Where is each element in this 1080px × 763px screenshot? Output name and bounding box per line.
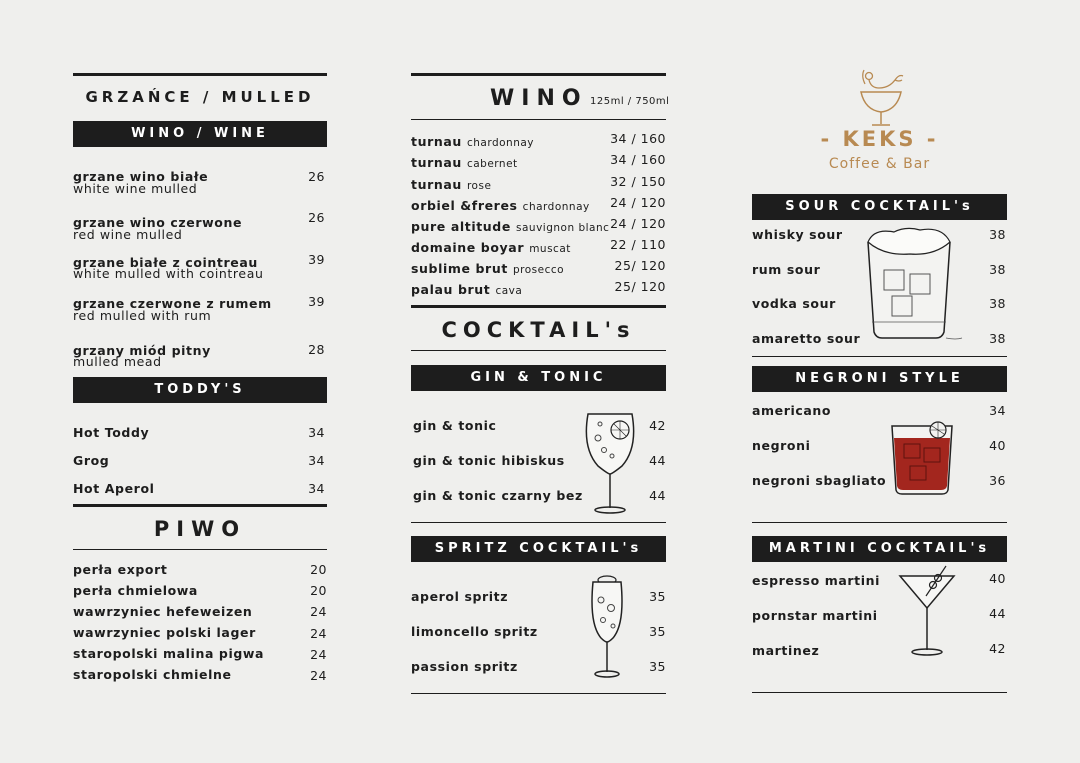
cocktails-bottom-rule (411, 350, 666, 351)
mulled-item-name: grzane wino białe (73, 169, 209, 184)
gin-section-rule (411, 522, 666, 523)
wine-name: turnau (411, 134, 462, 149)
beer-item-name: wawrzyniec hefeweizen (73, 604, 253, 619)
negroni-item-name: negroni (752, 438, 811, 453)
wine-units: 125ml / 750ml (590, 96, 670, 107)
wine-type: cabernet (466, 158, 518, 170)
wine-name: pure altitude (411, 219, 511, 234)
mulled-title: GRZAŃCE / MULLED (85, 88, 315, 106)
toddy-item-price: 34 (308, 481, 325, 496)
beer-title: PIWO (153, 517, 247, 541)
wine-title: WINO (490, 86, 588, 111)
spritz-item-price: 35 (649, 659, 666, 674)
wine-price: 25/ 120 (614, 279, 666, 294)
wine-row (411, 237, 571, 256)
spritz-item-name: limoncello spritz (411, 624, 538, 639)
wine-type: prosecco (513, 264, 565, 276)
martini-item-price: 42 (989, 641, 1006, 656)
toddy-item-name: Grog (73, 453, 110, 468)
martini-item-price: 40 (989, 571, 1006, 586)
mermaid-glass-logo-icon (855, 66, 907, 128)
gin-item-name: gin & tonic (413, 418, 497, 433)
wine-row (411, 258, 564, 277)
mulled-item-name: grzane wino czerwone (73, 215, 243, 230)
wine-type: rose (466, 180, 492, 192)
sour-bar: SOUR COCKTAIL's (752, 194, 1007, 220)
martini-item-price: 44 (989, 606, 1006, 621)
wine-name: palau brut (411, 282, 491, 297)
beer-item-price: 24 (310, 604, 327, 619)
piwo-bottom-rule (73, 549, 327, 550)
negroni-item-name: negroni sbagliato (752, 473, 887, 488)
martini-bar: MARTINI COCKTAIL's (752, 536, 1007, 562)
toddy-item-name: Hot Toddy (73, 425, 150, 440)
top-rule (73, 73, 327, 76)
sour-item-name: vodka sour (752, 296, 836, 311)
beer-item-price: 20 (310, 562, 327, 577)
beer-item-name: perła chmielowa (73, 583, 198, 598)
gin-item-name: gin & tonic czarny bez (413, 488, 583, 503)
negroni-item-price: 36 (989, 473, 1006, 488)
mulled-item-sub: red mulled with rum (73, 308, 212, 323)
sour-section-rule (752, 356, 1007, 357)
wine-price: 34 / 160 (610, 152, 666, 167)
wine-name: domaine boyar (411, 240, 525, 255)
beer-item-price: 24 (310, 647, 327, 662)
gin-item-price: 44 (649, 488, 666, 503)
mulled-item-name: grzane białe z cointreau (73, 255, 258, 270)
wine-price: 25/ 120 (614, 258, 666, 273)
wine-row (411, 279, 522, 298)
wine-top-rule (411, 73, 666, 76)
sour-item-price: 38 (989, 262, 1006, 277)
wine-row (411, 174, 491, 193)
spritz-glass-icon (585, 574, 629, 680)
spritz-item-price: 35 (649, 589, 666, 604)
wine-row (411, 195, 590, 214)
mulled-item-sub: mulled mead (73, 354, 162, 369)
wine-price: 34 / 160 (610, 131, 666, 146)
martini-item-name: espresso martini (752, 573, 880, 588)
negroni-item-name: americano (752, 403, 832, 418)
wine-price: 32 / 150 (610, 174, 666, 189)
beer-item-name: perła export (73, 562, 168, 577)
wine-row (411, 216, 609, 235)
wine-price: 22 / 110 (610, 237, 666, 252)
wine-type: chardonnay (466, 137, 535, 149)
sour-item-price: 38 (989, 331, 1006, 346)
sour-item-name: amaretto sour (752, 331, 861, 346)
toddy-item-price: 34 (308, 425, 325, 440)
beer-item-name: staropolski chmielne (73, 667, 232, 682)
spritz-item-name: aperol spritz (411, 589, 509, 604)
negroni-glass-icon (888, 414, 958, 498)
negroni-bar: NEGRONI STYLE (752, 366, 1007, 392)
toddy-bar: TODDY'S (73, 377, 327, 403)
wine-type: cava (495, 285, 523, 297)
mulled-item-price: 26 (308, 169, 325, 184)
martini-glass-icon (896, 564, 958, 658)
negroni-item-price: 34 (989, 403, 1006, 418)
spritz-bar: SPRITZ COCKTAIL's (411, 536, 666, 562)
martini-item-name: martinez (752, 643, 820, 658)
martini-section-rule (752, 692, 1007, 693)
negroni-section-rule (752, 522, 1007, 523)
gin-item-price: 44 (649, 453, 666, 468)
gin-tonic-bar: GIN & TONIC (411, 365, 666, 391)
wine-type: muscat (529, 243, 571, 255)
mulled-item-price: 26 (308, 210, 325, 225)
wine-name: sublime brut (411, 261, 508, 276)
mulled-item-name: grzane czerwone z rumem (73, 296, 272, 311)
cocktails-title: COCKTAIL's (441, 318, 636, 342)
mulled-item-sub: red wine mulled (73, 227, 183, 242)
mulled-item-price: 39 (308, 252, 325, 267)
logo-subtitle: Coffee & Bar (828, 156, 931, 172)
mulled-item-price: 28 (308, 342, 325, 357)
negroni-item-price: 40 (989, 438, 1006, 453)
sour-item-price: 38 (989, 296, 1006, 311)
spritz-section-rule (411, 693, 666, 694)
mulled-item-price: 39 (308, 294, 325, 309)
beer-item-price: 24 (310, 626, 327, 641)
wine-price: 24 / 120 (610, 216, 666, 231)
martini-item-name: pornstar martini (752, 608, 878, 623)
wine-name: turnau (411, 177, 462, 192)
sour-item-price: 38 (989, 227, 1006, 242)
spritz-item-name: passion spritz (411, 659, 518, 674)
beer-item-price: 20 (310, 583, 327, 598)
wine-type: chardonnay (522, 201, 590, 213)
wine-type: sauvignon blanc (516, 222, 610, 234)
wine-row (411, 131, 534, 150)
cocktails-top-rule (411, 305, 666, 308)
sour-item-name: rum sour (752, 262, 821, 277)
beer-item-price: 24 (310, 668, 327, 683)
wine-name: orbiel &freres (411, 198, 518, 213)
piwo-top-rule (73, 504, 327, 507)
gin-glass-icon (580, 408, 640, 516)
wine-row (411, 152, 518, 171)
mulled-item-sub: white mulled with cointreau (73, 266, 264, 281)
wine-name: turnau (411, 155, 462, 170)
wine-wine-bar: WINO / WINE (73, 121, 327, 147)
gin-item-name: gin & tonic hibiskus (413, 453, 565, 468)
wine-price: 24 / 120 (610, 195, 666, 210)
beer-item-name: wawrzyniec polski lager (73, 625, 256, 640)
gin-item-price: 42 (649, 418, 666, 433)
sour-glass-icon (864, 226, 964, 348)
mulled-item-name: grzany miód pitny (73, 343, 211, 358)
toddy-item-name: Hot Aperol (73, 481, 155, 496)
logo-name: - KEKS - (820, 127, 939, 151)
spritz-item-price: 35 (649, 624, 666, 639)
toddy-item-price: 34 (308, 453, 325, 468)
beer-item-name: staropolski malina pigwa (73, 646, 265, 661)
sour-item-name: whisky sour (752, 227, 843, 242)
mulled-item-sub: white wine mulled (73, 181, 198, 196)
wine-bottom-rule (411, 119, 666, 120)
